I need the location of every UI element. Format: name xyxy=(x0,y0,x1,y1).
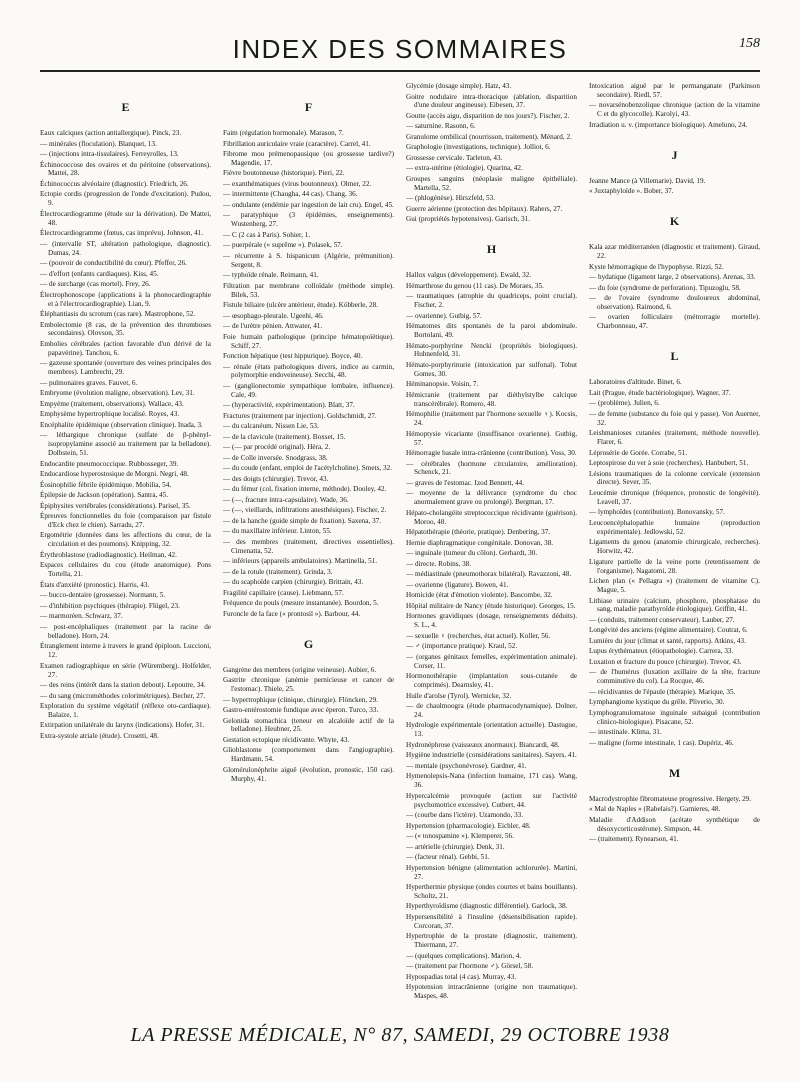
index-entry: Lymphogranulomatose inguinale subaiguë (contribution clinico-biologique). Pisacane, 52. xyxy=(589,708,760,726)
index-entry: — (hyperactivité, expérimentation). Blatt, 37. xyxy=(223,401,355,410)
index-entry: Hypertension bénigne (alimentation achlorurée). Martini, 27. xyxy=(406,863,577,881)
index-entry: — (quelques complications). Marion, 4. xyxy=(406,951,522,960)
section-letter: H xyxy=(486,242,497,257)
index-entry: Macrodystrophie fibromateuse progressive. Hergety, 29. xyxy=(589,794,752,803)
index-entry: — (« tonospamine »). Klemperer, 56. xyxy=(406,832,514,841)
index-entry: Goutte (accès aigu, disparition de nos jours?). Fischer, 2. xyxy=(406,111,570,120)
page-title: INDEX DES SOMMAIRES xyxy=(232,34,568,64)
index-entry: Échinococcus alvéolaire (diagnostic). Friedrich, 26. xyxy=(40,179,189,188)
index-entry: — (—, fracture intra-capsulaire). Wade, 36. xyxy=(223,495,349,504)
index-entry: Hymenolepsis-Nana (infection humaine, 171 cas). Wang, 36. xyxy=(406,772,577,790)
index-entry: Gui (propriétés hypotensives). Garisch, 31. xyxy=(406,215,530,224)
section-letter: K xyxy=(669,214,680,229)
index-entry: — C (2 cas à Paris). Sohier, 1. xyxy=(223,230,311,239)
index-entry: Ectopie cordis (progression de l'onde d'excitation). Pudou, 9. xyxy=(40,190,211,208)
index-entry: Espaces cellulaires du cou (étude anatomique). Pons Tortella, 21. xyxy=(40,561,211,579)
index-entry: Irradiation u. v. (importance biologique). Ameluno, 24. xyxy=(589,120,748,129)
index-entry: Leucémie chronique (fréquence, pronostic de longévité). Leavell, 37. xyxy=(589,488,760,506)
index-entry: Éléphantiasis du scrotum (cas rare). Mastrophone, 52. xyxy=(40,310,196,319)
index-entry: Ergométrie (données dans les affections du cœur, de la circulation et des poumons). Knipping, 32. xyxy=(40,531,211,549)
index-entry: Hypertension (pharmacologie). Eichler, 48. xyxy=(406,821,531,830)
index-entry: Glycémie (dosage simple). Hatz, 43. xyxy=(406,82,512,90)
index-column-2 xyxy=(223,82,394,1012)
index-entry: Épilepsie de Jackson (opération). Santra, 45. xyxy=(40,491,169,500)
index-entry: — de chaulmoogra (étude pharmacodynamique). Dolner, 24. xyxy=(406,702,577,719)
index-entry: — des membres (traitement, directives essentielles). Cimenatta, 52. xyxy=(223,537,394,555)
index-entry: — hydatique (ligament large, 2 observations). Arenas, 33. xyxy=(589,273,756,282)
index-entry: — minérales (floculation). Blanquet, 13. xyxy=(40,139,157,148)
index-entry: — œsophago-pleurale. Ugeehi, 46. xyxy=(223,311,324,320)
index-entry: — novarsénobenzolique chronique (action de la vitamine C et du glycocolle). Karolyi, 43. xyxy=(589,101,760,119)
index-entry: Guerre aérienne (protection des hôpitaux). Rahers, 27. xyxy=(406,204,563,213)
index-entry: Léprosérie de Gorée. Corrabe, 51. xyxy=(589,448,687,457)
index-column-1 xyxy=(40,82,211,1012)
index-entry: Eaux calciques (action antiallergique). Pinck, 23. xyxy=(40,129,182,137)
index-entry: Fréquence du pouls (mesure instantanée). Bourdon, 5. xyxy=(223,599,379,608)
index-entry: Leucoencéphalopathie humaine (reproduction expérimentale). Jedlowski, 52. xyxy=(589,518,760,536)
index-entry: Épreuves fonctionnelles du foie (comparaison par fistule d'Eck chez le chien). Sarradu, 27. xyxy=(40,512,211,529)
index-entry: Gestation ectopique récidivante. Whyte, 43. xyxy=(223,735,350,744)
index-entry: Jeanne Mance (à Villemarie). David, 19. xyxy=(589,176,706,185)
index-entry: Lésions traumatiques de la colonne cervicale (extension directe). Sever, 35. xyxy=(589,469,760,487)
index-entry: — médiastinale (pneumothorax bilatéral). Ravazzoni, 48. xyxy=(406,570,572,579)
index-entry: Luxation et fracture du pouce (chirurgie). Trevor, 43. xyxy=(589,657,742,666)
index-column-4 xyxy=(589,82,760,1012)
index-entry: Électrocardiogramme (étude sur la dérivation). De Mattei, 48. xyxy=(40,209,211,227)
section-letter: M xyxy=(668,765,681,780)
index-entry: — (problème). Julien, 6. xyxy=(589,399,660,408)
index-entry: — de Colle inversée. Snodgrass, 38. xyxy=(223,453,328,462)
index-entry: — de la hanche (guide simple de fixation). Saxena, 37. xyxy=(223,516,382,525)
index-entry: Fractures (traitement par injection). Goldschmidt, 27. xyxy=(223,411,377,420)
index-entry: — du maxillaire inférieur. Linton, 55. xyxy=(223,527,332,536)
index-entry: — traumatiques (atrophie du quadriceps, point crucial). Fischer, 2. xyxy=(406,292,577,310)
index-entry: « Mal de Naples » (Rabelais?). Garnieres, 48. xyxy=(589,805,721,814)
index-entry: Épiphysites vertébrales (considérations). Parisel, 35. xyxy=(40,501,191,510)
index-entry: Hydronéphrose (vaisseaux anormaux). Biancardi, 48. xyxy=(406,740,560,749)
index-entry: — (—, vieillards, infiltrations anesthésiques). Fischer, 2. xyxy=(223,506,387,515)
index-entry: — d'inhibition psychiques (thérapie). Flügel, 23. xyxy=(40,601,180,610)
index-entry: — (facteur rénal). Gebbi, 51. xyxy=(406,853,490,862)
index-entry: Ligature partielle de la veine porte (retentissement de l'organisme). Nagatomi, 28. xyxy=(589,557,760,575)
index-entry: Encéphalite épidémique (observation clinique). Inada, 3. xyxy=(40,420,203,429)
index-entry: — mentale (psychonévrose). Gardner, 41. xyxy=(406,761,527,770)
index-entry: Fonction hépatique (test hippurique). Boyce, 40. xyxy=(223,352,363,361)
index-entry: Hépato-cholangéite streptococcique récidivante (guérison). Moroo, 48. xyxy=(406,508,577,526)
index-entry: Extra-systole atriale (étude). Crosetti, 48. xyxy=(40,731,159,740)
index-entry: — bucco-dentaire (grossesse). Normann, 5. xyxy=(40,591,166,600)
index-entry: Hormonothérapie (implantation sous-cutanée de comprimés). Dearnsley, 41. xyxy=(406,672,577,689)
index-entry: — saturnine. Rasonn, 6. xyxy=(406,122,476,131)
index-entry: — rénale (états pathologiques divers, indice au carmin, polymorphie endoveineuse). Secchi, 48. xyxy=(223,362,394,380)
index-entry: — (courbe dans l'ictère). Uzamondo, 33. xyxy=(406,811,524,820)
index-entry: Éosinophilie fébrile épidémique. Mobilia, 54. xyxy=(40,480,172,489)
index-entry: Emphysème hypertrophique localisé. Royes, 43. xyxy=(40,410,180,419)
index-entry: — (pouvoir de conductibilité du cœur). Pfeffer, 26. xyxy=(40,259,187,268)
index-entry: — ♂ (importance pratique). Kraul, 52. xyxy=(406,642,518,651)
index-entry: — inférieurs (appareils ambulatoires). Martinella, 51. xyxy=(223,557,378,566)
index-entry: — récidivantes de l'épaule (thérapie). Marique, 35. xyxy=(589,687,736,696)
index-entry: Hôpital militaire de Nancy (étude historique). Georges, 15. xyxy=(406,601,576,610)
index-entry: Fragilité capillaire (cause). Liebmann, 57. xyxy=(223,588,344,597)
index-entry: — marmoréen. Schwarz, 37. xyxy=(40,612,123,621)
index-entry: — (ganglionectomie sympathique lombaire, influence). Cale, 49. xyxy=(223,381,394,399)
index-entry: — des reins (intérêt dans la station debout). Lepoutre, 34. xyxy=(40,681,206,689)
index-columns xyxy=(40,82,760,1012)
index-entry: — intermittente (Chaugha, 44 cas). Chang, 36. xyxy=(223,190,358,199)
index-entry: — extra-utérine (étiologie). Quarina, 42. xyxy=(406,164,523,173)
index-entry: Examen radiographique en série (Würemberg). Holfelder, 27. xyxy=(40,661,211,679)
index-entry: Gastrite chronique (anémie pernicieuse et cancer de l'estomac). Thiele, 25. xyxy=(223,676,394,694)
index-entry: Fièvre boutonneuse (historique). Pieri, 22. xyxy=(223,169,345,178)
index-entry: — (organes génitaux femelles, expérimentation animale). Corser, 11. xyxy=(406,652,577,670)
index-entry: Électrophonoscope (applications à la phonocardiographie et à l'électrocardiographie). Lian, 9. xyxy=(40,290,211,308)
index-entry: Héminanopsie. Voisin, 7. xyxy=(406,380,479,389)
index-entry: Lumière du jour (climat et santé, rapports). Atkins, 43. xyxy=(589,636,746,645)
index-entry: Électrocardiogramme (fœtus, cas imprévu). Johnson, 41. xyxy=(40,229,204,238)
page-header xyxy=(40,28,760,72)
index-entry: — d'effort (enfants cardiaques). Kiss, 45. xyxy=(40,269,159,278)
index-entry: Hypotension intracrânienne (origine non traumatique). Maspes, 48. xyxy=(406,983,577,1001)
index-entry: Hématomes dits spontanés de la paroi abdominale. Bortolani, 49. xyxy=(406,322,577,340)
index-entry: Filtration par membrane colloïdale (méthode simple). Bilek, 53. xyxy=(223,281,394,299)
index-entry: Granulome ombilical (nourrisson, traitement). Ménard, 2. xyxy=(406,132,572,141)
index-entry: — récurrente à S. hispanicum (Algérie, prémunition). Sergent, 8. xyxy=(223,251,394,269)
index-entry: — (— par procédé original). Héra, 2. xyxy=(223,443,331,452)
index-entry: Hémato-porphyrinurie (intoxication par sulfonal). Tobut Gomes, 30. xyxy=(406,360,577,378)
index-entry: — paratyphique (3 épidémies, enseignements). Wustenberg, 27. xyxy=(223,211,394,229)
index-entry: Gastro-entérostomie fundique avec éperon. Turco, 33. xyxy=(223,706,379,715)
index-entry: — de femme (substance du foie qui y passe). Von Auerner, 32. xyxy=(589,409,760,427)
index-entry: — puerpérale (« suprême »). Polasek, 57. xyxy=(223,241,343,250)
index-entry: Gangrène des membres (origine veineuse). Aubier, 6. xyxy=(223,665,377,674)
index-entry: Lait (Prague, étude bactériologique). Wagner, 37. xyxy=(589,388,731,397)
index-entry: Foie humain pathologique (principe hématopoïétique). Schiff, 27. xyxy=(223,332,394,350)
index-entry: — des doigts (chirurgie). Trevor, 43. xyxy=(223,474,329,483)
index-entry: Hémoptysie vicariante (insuffisance ovarienne). Gutbig, 57. xyxy=(406,429,577,447)
index-entry: Leishmanioses cutanées (traitement, méthode nouvelle). Flarer, 6. xyxy=(589,429,760,447)
index-entry: — exanthématiques (virus boutonneux). Olmer, 22. xyxy=(223,179,372,188)
index-entry: Hygiène industrielle (considérations sanitaires). Sayers, 41. xyxy=(406,751,577,760)
index-entry: Hépatothérapie (théorie, pratique). Denbering, 37. xyxy=(406,528,551,537)
index-entry: — intestinale. Klima, 31. xyxy=(589,728,662,737)
index-entry: Furoncle de la face (« prontosil »). Barbour, 44. xyxy=(223,609,361,618)
index-entry: Groupes sanguins (néoplasie maligne épithéliale). Martella, 52. xyxy=(406,174,577,192)
index-entry: Gelonida stomachica (teneur en alcaloïde actif de la belladone). Heubner, 25. xyxy=(223,716,394,734)
index-entry: Échinococcose des ovaires et du péritoine (observations). Mattei, 28. xyxy=(40,160,211,178)
index-entry: Glioblastome (comportement dans l'angiographie). Hardmann, 54. xyxy=(223,746,394,764)
index-entry: Hémato-porphyrine Nencki (propriétés biologiques). Huhnenfeld, 31. xyxy=(406,341,577,359)
index-entry: Endocardite pneumococcique. Rubbosseger, 39. xyxy=(40,459,179,468)
index-entry: Huile d'arolse (Tyrol). Wernicke, 32. xyxy=(406,691,512,700)
index-entry: Hallux valgus (développement). Ewald, 32. xyxy=(406,271,532,280)
index-entry: — typhoïde rénale. Reimann, 41. xyxy=(223,271,319,280)
index-entry: Hypersensibilité à l'insuline (désensibilisation rapide). Corcoran, 37. xyxy=(406,912,577,930)
index-entry: Fibrome mou prémenopausique (ou grossesse tardive?) Magendie, 17. xyxy=(223,150,394,167)
section-letter: J xyxy=(671,147,678,162)
index-entry: — de l'ovaire (syndrome douloureux abdominal, observation). Raimond, 6. xyxy=(589,294,760,311)
section-letter: G xyxy=(303,636,314,651)
index-entry: Leptospirose du ver à soie (recherches). Hanbubert, 51. xyxy=(589,459,749,468)
index-entry: — du fémur (col, fixation interne, méthode). Dooley, 42. xyxy=(223,485,387,494)
index-entry: — de la rotule (traitement). Grinda, 3. xyxy=(223,567,333,576)
index-entry: — (intervalle ST, altération pathologique, diagnostic). Dumas, 24. xyxy=(40,239,211,257)
index-entry: — inguinale (tumeur du côlon). Gerhardt, 30. xyxy=(406,549,538,558)
index-entry: — de la clavicule (traitement). Boxset, 15. xyxy=(223,432,346,441)
index-entry: — (phlogénèse). Hirszfeld, 53. xyxy=(406,194,496,203)
index-entry: Hémicranie (traitement par diéthylstylbe calcique transcérébrale). Romero, 48. xyxy=(406,390,577,408)
index-entry: — directe. Robins, 38. xyxy=(406,559,472,568)
index-entry: Endocardiose hyperostosique de Morgni. Negri, 48. xyxy=(40,470,189,479)
index-entry: Hormones gravidiques (dosage, renseignements déduits). S. L., 4. xyxy=(406,612,577,630)
index-entry: — du sang (microméthodes colorimétriques). Becher, 27. xyxy=(40,691,206,700)
index-entry: Lithiase urinaire (calcium, phosphore, phosphatase du sang, maladie parathyroïde étiologique). Griffin, 41. xyxy=(589,596,760,614)
index-entry: Érythroblastose (radiodiagnostic). Heilman, 42. xyxy=(40,550,177,559)
section-letter: F xyxy=(304,100,313,114)
index-entry: Hémarthrose du genou (11 cas). De Moraes, 35. xyxy=(406,281,544,290)
index-entry: Glomérulonéphrite aiguë (évolution, pronostic, 150 cas). Murphy, 41. xyxy=(223,765,394,783)
index-entry: — de surcharge (cas mortel). Frey, 26. xyxy=(40,280,151,289)
index-entry: Kala azar méditerranéen (diagnostic et traitement). Giraud, 22. xyxy=(589,243,760,261)
index-entry: — ondulante (endémie par ingestion de lait cru). Engel, 45. xyxy=(223,200,394,209)
index-entry: — (traitement). Rynearson, 41. xyxy=(589,835,679,844)
index-entry: — sexuelle ♀ (recherches, état actuel). Koller, 56. xyxy=(406,631,551,640)
index-entry: Kyste hémorragique de l'hypophyse. Rizzi, 52. xyxy=(589,262,724,271)
index-entry: Lymphangiome kystique du grêle. Pliverio, 30. xyxy=(589,698,725,707)
index-entry: Fistule biliaire (ulcère antérieur, étude). Köbberle, 28. xyxy=(223,301,378,310)
index-entry: Empyème (traitement, observations). Wallace, 43. xyxy=(40,399,184,408)
index-entry: — (conduits, traitement conservateur). Lauber, 27. xyxy=(589,615,735,624)
index-entry: Embolectomie (8 cas, de la prévention des thromboses secondaires). Olovson, 35. xyxy=(40,320,211,338)
index-entry: — du scaphoïde carpien (chirurgie). Brittain, 43. xyxy=(223,578,364,587)
index-entry: — lymphoïdes (contribution). Bonovansky, 57. xyxy=(589,508,725,517)
index-entry: Fibrillation auriculaire vraie (caractère). Carrel, 41. xyxy=(223,139,371,148)
index-entry: Hypospadias total (4 cas). Murray, 43. xyxy=(406,972,517,981)
index-entry: — (injections intra-tissulaires). Ferreyrolles, 13. xyxy=(40,150,179,158)
index-entry: Grossesse cervicale. Tarleton, 43. xyxy=(406,153,503,162)
section-letter: L xyxy=(670,349,679,364)
index-entry: — cérébrales (hormone circulatoire, amélioration). Schenck, 21. xyxy=(406,459,577,477)
index-entry: — du foie (syndrome de perforation). Tipuzoglu, 58. xyxy=(589,283,741,292)
index-entry: Faim (régulation hormonale). Marason, 7. xyxy=(223,129,344,137)
index-entry: — maligne (forme intestinale, 1 cas). Dupériz, 46. xyxy=(589,738,734,747)
index-entry: Hémorragie basale intra-crânienne (contribution). Voss, 30. xyxy=(406,449,577,458)
index-entry: Étranglement interne à travers le grand épiploon. Luccioni, 12. xyxy=(40,642,211,660)
index-entry: Hypertrophie de la prostate (diagnostic, traitement). Thiermann, 27. xyxy=(406,932,577,950)
index-entry: Graphologie (investigations, technique). Jolliot, 6. xyxy=(406,143,551,152)
index-entry: Extirpation unilatérale du larynx (indications). Hofer, 31. xyxy=(40,721,205,730)
index-entry: — ovarienne). Gutbig, 57. xyxy=(406,311,482,320)
index-entry: « Juxtaphyloïde ». Bober, 37. xyxy=(589,187,674,196)
index-entry: — artérielle (chirurgie). Denk, 31. xyxy=(406,842,505,851)
index-entry: — (traitement par l'hormone ♂). Görsel, 58. xyxy=(406,962,534,971)
index-entry: — du calcanéum. Nissen Lie, 53. xyxy=(223,422,319,431)
index-entry: — post-encéphaliques (traitement par la racine de belladone). Horn, 24. xyxy=(40,622,211,640)
index-entry: Hypercalcémie provoquée (action sur l'activité psychomotrice excessive). Cutbert, 44. xyxy=(406,791,577,809)
index-entry: Longévité des anciens (régime alimentaire). Coutrat, 6. xyxy=(589,626,748,635)
index-entry: — ovarien folliculaire (métrorragie mortelle). Charbonneau, 47. xyxy=(589,313,760,331)
index-entry: Hernie diaphragmatique congénitale. Donovan, 38. xyxy=(406,538,554,547)
index-entry: — du coude (enfant, emploi de l'acétylcholine). Smets, 32. xyxy=(223,464,392,473)
index-entry: Exploration du système végétatif (réflexe oto-cardiaque). Balaize, 1. xyxy=(40,702,211,719)
index-entry: Ligaments du genou (anatomie chirurgicale, recherches). Horwitz, 42. xyxy=(589,538,760,556)
index-entry: — graves de l'estomac. Izod Bennett, 44. xyxy=(406,478,525,487)
index-entry: Embryome (évolution maligne, observation). Lev, 31. xyxy=(40,389,195,398)
index-entry: Hémophilie (traitement par l'hormone sexuelle ♀). Kocsis, 24. xyxy=(406,410,577,428)
index-entry: Embolies cérébrales (action favorable d'un dérivé de la papavérine). Tanchou, 6. xyxy=(40,339,211,357)
index-entry: — léthargique chronique (sulfate de β-phényl-isopropylamine associé au traitement par la belladone). Dolbstein, 51. xyxy=(40,431,211,458)
index-entry: Laboratoires d'altitude. Binet, 6. xyxy=(589,378,682,387)
index-entry: Lupus érythémateux (étiopathologie). Carrera, 33. xyxy=(589,647,734,656)
index-entry: — ovarienne (ligature). Bowen, 41. xyxy=(406,580,509,589)
index-entry: — moyenne de la délivrance (syndrome du choc anormalement grave ou prolongé). Bergman, 17. xyxy=(406,489,577,507)
index-entry: Maladie d'Addison (acétate synthétique de désoxycorticostérone). Simpson, 44. xyxy=(589,815,760,833)
index-entry: — de l'urètre pénien. Attwater, 41. xyxy=(223,322,323,331)
index-entry: Hyperthyroïdisme (diagnostic différentiel). Garlock, 38. xyxy=(406,902,568,911)
index-column-3 xyxy=(406,82,577,1012)
index-entry: Lichen plan (« Pellagra ») (traitement de vitamine C). Mague, 5. xyxy=(589,577,760,594)
index-entry: Hyperthermie physique (ondes courtes et bains bouillants). Scholtz, 21. xyxy=(406,883,577,900)
section-letter: E xyxy=(121,100,130,114)
index-entry: — pulmonaires graves. Fauvet, 6. xyxy=(40,378,138,387)
index-entry: — gazeuse spontanée (ouverture des veines principales des membres). Lambrecht, 29. xyxy=(40,359,211,377)
page-footer: LA PRESSE MÉDICALE, N° 87, SAMEDI, 29 OCTOBRE 1938 xyxy=(130,1024,670,1046)
index-entry: États d'anxiété (pronostic). Harris, 43. xyxy=(40,580,150,589)
index-entry: Hydrologie expérimentale (orientation actuelle). Dastugue, 13. xyxy=(406,721,577,739)
index-entry: — de l'humérus (luxation axillaire de la tête, fracture comminutive du col). La Rocque, 46. xyxy=(589,668,760,686)
index-entry: Intoxication aiguë par le permanganate (Parkinson secondaire). Riedl, 57. xyxy=(589,82,760,99)
index-entry: Goitre nodulaire intra-thoracique (ablation, disparition d'une douleur angineuse). Eibesen, 37. xyxy=(406,92,577,110)
index-entry: — hypertrophique (clinique, chirurgie). Flöncken, 29. xyxy=(223,695,378,704)
index-entry: Homicide (état d'émotion violente). Bascombe, 32. xyxy=(406,591,553,600)
page-number: 158 xyxy=(739,36,760,51)
